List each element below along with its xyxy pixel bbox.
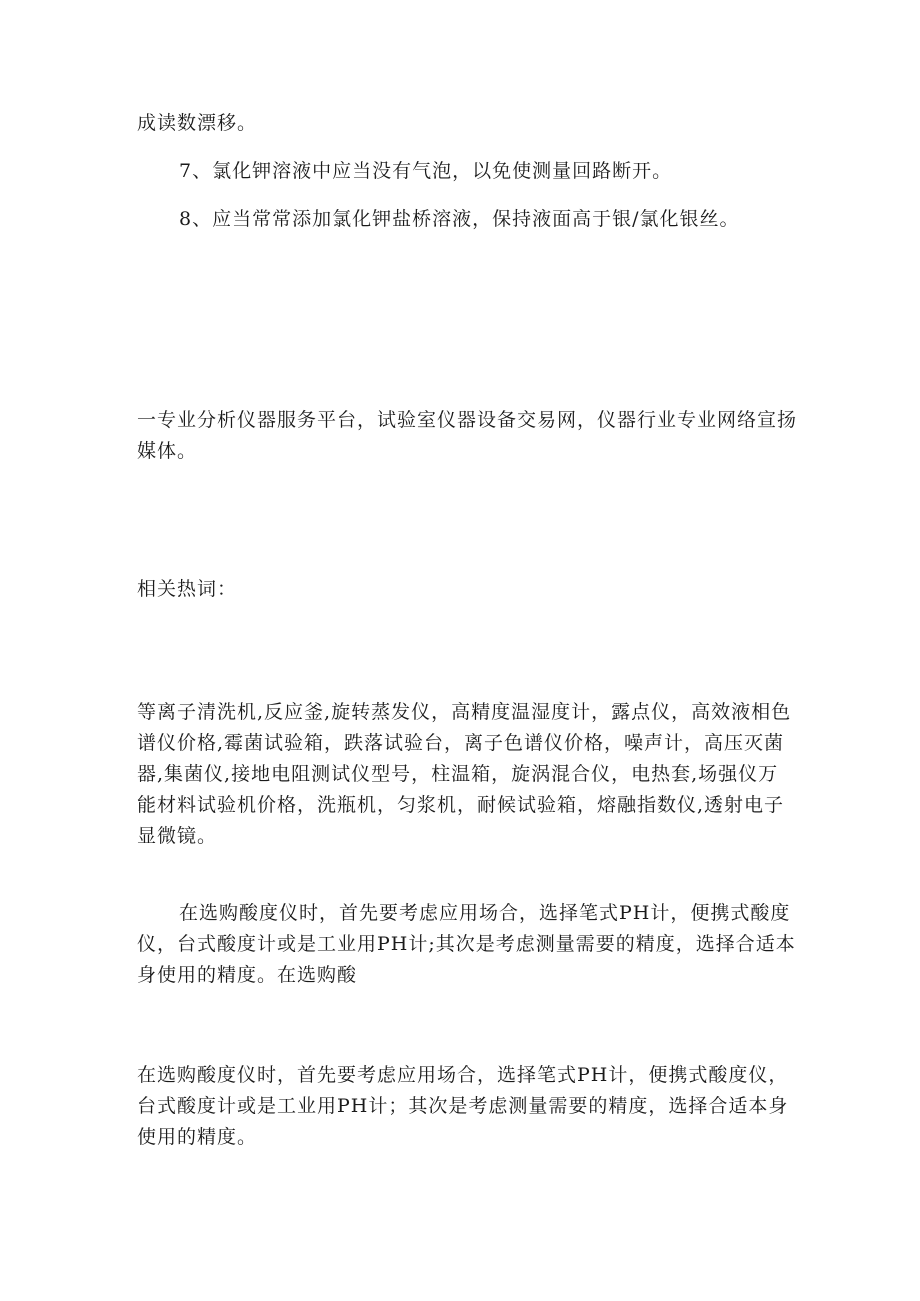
selection-paragraph-full: 在选购酸度仪时，首先要考虑应用场合，选择笔式PH计，便携式酸度仪，台式酸度计或是工业用PH计；其次是考虑测量需要的精度，选择合适本身使用的精度。	[137, 1064, 789, 1148]
keywords-paragraph: 等离子清洗机,反应釜,旋转蒸发仪，高精度温湿度计，露点仪，高效液相色谱仪价格,霉菌试验箱，跌落试验台，离子色谱仪价格，噪声计，高压灭菌器,集菌仪,接地电阻测试仪型号，柱温箱，旋涡混合仪，电热套,场强仪万能材料试验机价格，洗瓶机，匀浆机，耐候试验箱，熔融指数仪,透射电子显微镜。	[137, 701, 792, 847]
selection-paragraph-excerpt: 在选购酸度仪时，首先要考虑应用场合，选择笔式PH计，便携式酸度仪，台式酸度计或是工业用PH计;其次是考虑测量需要的精度，选择合适本身使用的精度。在选购酸	[137, 902, 796, 986]
platform-description: 一专业分析仪器服务平台，试验室仪器设备交易网，仪器行业专业网络宣扬媒体。	[137, 409, 798, 462]
list-item-8: 8、应当常常添加氯化钾盐桥溶液，保持液面高于银/氯化银丝。	[179, 208, 740, 230]
text-fragment: 成读数漂移。	[137, 112, 258, 134]
list-item-7: 7、氯化钾溶液中应当没有气泡，以免使测量回路断开。	[179, 160, 673, 182]
related-keywords-label: 相关热词：	[137, 578, 238, 600]
